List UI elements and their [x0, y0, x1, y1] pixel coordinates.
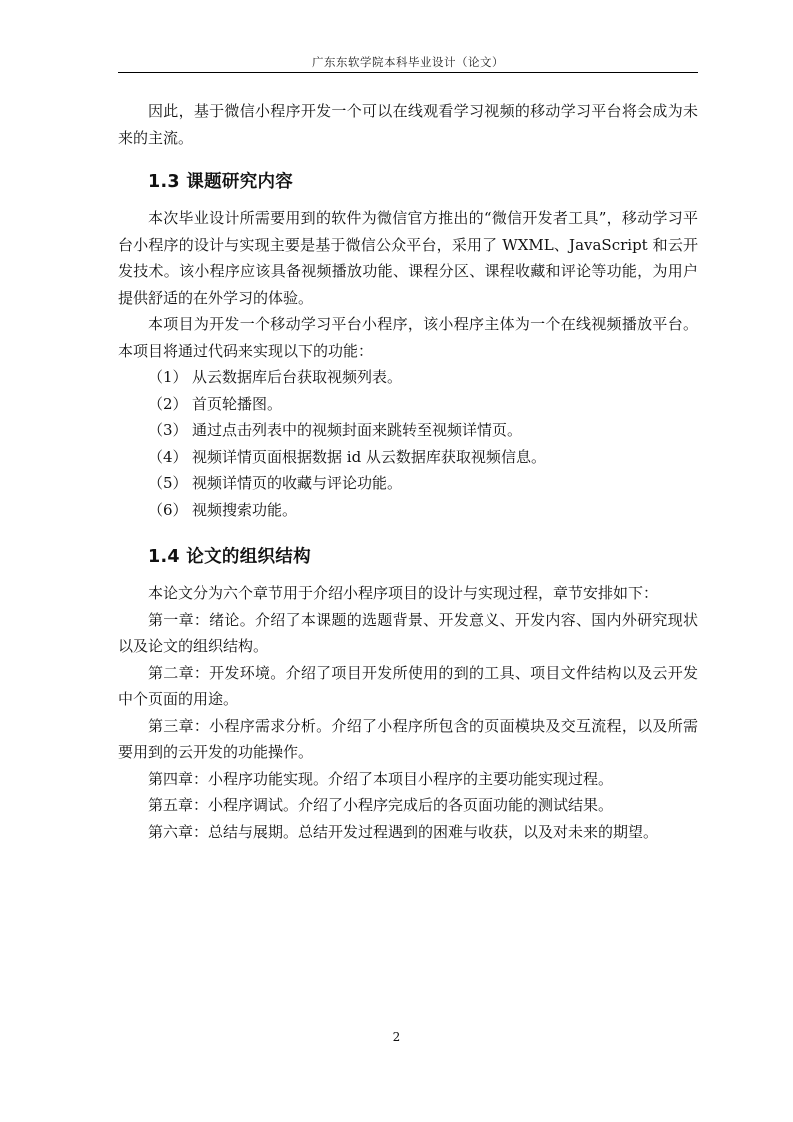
- section-heading-1-3: 1.3 课题研究内容: [148, 172, 294, 192]
- list-item: [118, 444, 698, 471]
- list-item-number: （2）: [148, 394, 188, 413]
- section-heading-1-4: 1.4 论文的组织结构: [148, 547, 311, 567]
- list-item-text: 视频详情页的收藏与评论功能。: [192, 474, 403, 492]
- list-item: [118, 391, 698, 418]
- list-item-text: 视频搜索功能。: [192, 500, 298, 519]
- body-content: [118, 98, 698, 845]
- list-item-number: （5）: [148, 474, 188, 492]
- list-item-text: 通过点击列表中的视频封面来跳转至视频详情页。: [192, 421, 523, 439]
- list-item-text: 视频详情页面根据数据 id 从云数据库获取视频信息。: [192, 447, 546, 466]
- list-item: [118, 470, 698, 497]
- list-item: [118, 417, 698, 444]
- section-1-3-paragraph-1: 本次毕业设计所需要用到的软件为微信官方推出的“微信开发者工具”，移动学习平台小程序的设计与实现主要是基于微信公众平台，采用了 WXML、JavaScript 和云开发技术。该小程序应该具备视频播放功能、课程分区、课程收藏和评论等功能，为用户提供舒适的在外学习的体验。: [118, 209, 698, 307]
- page-number: 2: [392, 1030, 401, 1044]
- list-item: [118, 497, 698, 524]
- section-1-4-paragraph: 本论文分为六个章节用于介绍小程序项目的设计与实现过程，章节安排如下：: [148, 584, 659, 602]
- list-item-text: 首页轮播图。: [192, 394, 283, 413]
- running-header: 广东东软学院本科毕业设计（论文）: [312, 55, 504, 69]
- list-item-number: （1）: [148, 368, 188, 386]
- chapter-summary-5: 第五章：小程序调试。介绍了小程序完成后的各页面功能的测试结果。: [148, 796, 614, 814]
- list-item-number: （4）: [148, 447, 188, 466]
- list-item-text: 从云数据库后台获取视频列表。: [192, 368, 403, 386]
- chapter-summary-6: 第六章：总结与展期。总结开发过程遇到的困难与收获，以及对未来的期望。: [148, 822, 659, 841]
- chapter-summary-3: 第三章：小程序需求分析。介绍了小程序所包含的页面模块及交互流程，以及所需要用到的云开发的功能操作。: [118, 716, 698, 761]
- chapter-summary-2: 第二章：开发环境。介绍了项目开发所使用的到的工具、项目文件结构以及云开发中个页面的用途。: [118, 663, 698, 708]
- list-item-number: （3）: [148, 421, 188, 439]
- list-item: [118, 364, 698, 391]
- section-1-3-paragraph-2: 本项目为开发一个移动学习平台小程序，该小程序主体为一个在线视频播放平台。本项目将通过代码来实现以下的功能：: [118, 315, 698, 360]
- header-rule: [118, 72, 698, 73]
- chapter-summary-1: 第一章：绪论。介绍了本课题的选题背景、开发意义、开发内容、国内外研究现状以及论文的组织结构。: [118, 610, 698, 655]
- list-item-number: （6）: [148, 500, 188, 519]
- intro-paragraph: 因此，基于微信小程序开发一个可以在线观看学习视频的移动学习平台将会成为未来的主流。: [118, 102, 698, 147]
- chapter-summary-4: 第四章：小程序功能实现。介绍了本项目小程序的主要功能实现过程。: [148, 769, 614, 788]
